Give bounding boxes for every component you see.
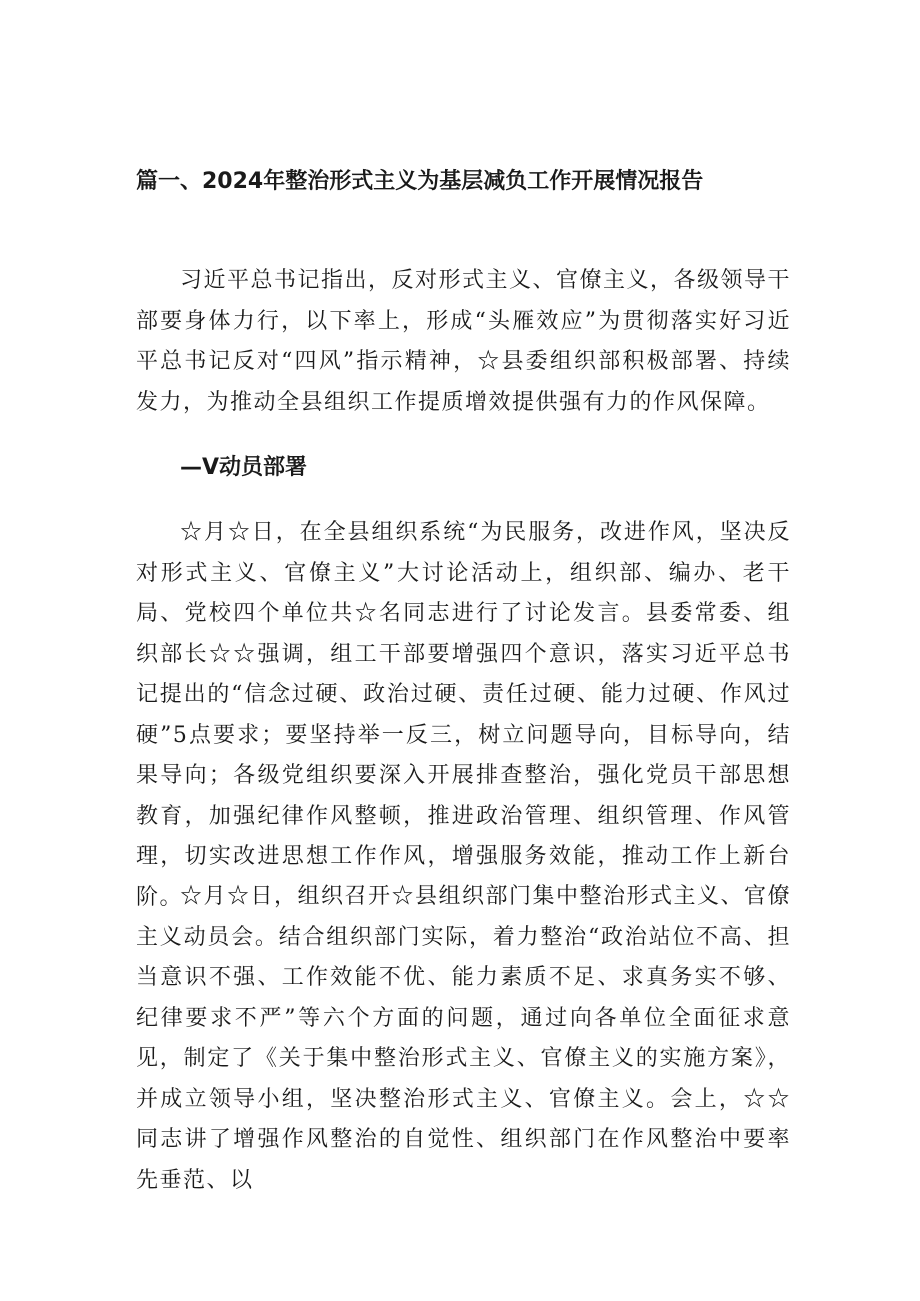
paragraph-intro: 习近平总书记指出，反对形式主义、官僚主义，各级领导干部要身体力行，以下率上，形成“头雁效应”为贯彻落实好习近平总书记反对“四风”指示精神，☆县委组织部积极部署、持续发力，为推动全县组织工作提质增效提供强有力的作风保障。 — [136, 268, 792, 415]
paragraph-discussion-meeting: ☆月☆日，在全县组织系统“为民服务，改进作风，坚决反对形式主义、官僚主义”大讨论活动上，组织部、编办、老干局、党校四个单位共☆名同志进行了讨论发言。县委常委、组织部长☆☆强调，组工干部要增强四个意识，落实习近平总书记提出的“信念过硬、政治过硬、责任过硬、能力过硬、作风过硬”5点要求；要坚持举一反三，树立问题导向，目标导向，结果导向；各级党组织要深入开展排查整治，强化党员干部思想教育，加强纪律作风整顿，推进政治管理、组织管理、作风管理，切实改进思想工作作风，增强服务效能，推动工作上新台阶。 — [136, 520, 791, 910]
document-title: 篇一、2024年整治形式主义为基层减负工作开展情况报告 — [136, 169, 704, 194]
paragraph-mobilization-meeting: ☆月☆日，组织召开☆县组织部门集中整治形式主义、官僚主义动员会。结合组织部门实际，着力整治“政治站位不高、担当意识不强、工作效能不优、能力素质不足、求真务实不够、纪律要求不严”等六个方面的问题，通过向各单位全面征求意见，制定了《关于集中整治形式主义、官僚主义的实施方案》，并成立领导小组，坚决整治形式主义、官僚主义。会上，☆☆同志讲了增强作风整治的自觉性、组织部门在作风整治中要率先垂范、以 — [136, 884, 792, 1193]
section-heading-mobilization: —V动员部署 — [180, 455, 308, 480]
